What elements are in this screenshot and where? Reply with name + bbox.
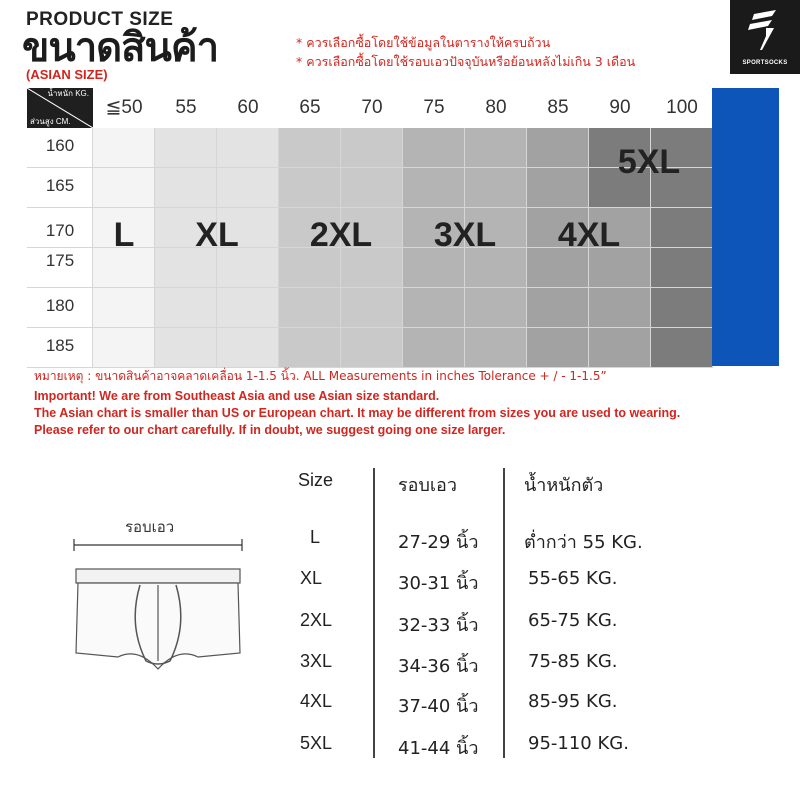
chart-cell: [465, 168, 527, 208]
size-zone-label: 5XL: [617, 143, 681, 181]
underwear-illustration-icon: [68, 535, 248, 675]
waist-label: รอบเอว: [125, 518, 175, 536]
size-cell: 3XL: [300, 651, 333, 671]
weight-cell: 75-85 KG.: [528, 651, 618, 672]
chart-cell: [93, 328, 155, 368]
product-size-heading: PRODUCT SIZE: [26, 9, 174, 30]
chart-cell: [217, 168, 279, 208]
weight-cell: 65-75 KG.: [528, 610, 618, 631]
height-label: 170: [45, 221, 75, 240]
size-zone-label: L: [113, 216, 135, 254]
weight-axis-label: น้ำหนัก KG.: [47, 89, 89, 98]
chart-cell: [403, 168, 465, 208]
chart-cell: [93, 288, 155, 328]
chart-cell: [527, 328, 589, 368]
chart-cell: [651, 248, 713, 288]
chart-cell: [651, 328, 713, 368]
weight-header: 100: [651, 88, 713, 128]
chart-cell: [403, 128, 465, 168]
weight-cell: 85-95 KG.: [528, 691, 618, 712]
important-line-2: The Asian chart is smaller than US or European chart. It may be different from sizes you are used to wearing.: [34, 406, 681, 420]
waist-cell: 27-29 นิ้ว: [398, 532, 479, 553]
asian-size-label: (ASIAN SIZE): [26, 67, 108, 82]
chart-cell: [403, 328, 465, 368]
header-size: Size: [298, 470, 334, 490]
chart-cell: [155, 328, 217, 368]
chart-cell: [341, 128, 403, 168]
weight-cell: 95-110 KG.: [528, 733, 629, 754]
size-cell: L: [310, 527, 321, 547]
waist-cell: 30-31 นิ้ว: [398, 573, 479, 594]
weight-header: 65: [279, 88, 341, 128]
chart-cell: [403, 288, 465, 328]
important-line-1: Important! We are from Southeast Asia and use Asian size standard.: [34, 389, 440, 403]
chart-cell: [465, 328, 527, 368]
weight-header: 60: [217, 88, 279, 128]
size-zone-label: 2XL: [309, 216, 373, 254]
height-label: 180: [45, 296, 75, 315]
chart-cell: [155, 128, 217, 168]
chart-cell: [155, 168, 217, 208]
chart-cell: [279, 168, 341, 208]
chart-cell: [279, 128, 341, 168]
chart-cell: [341, 168, 403, 208]
header-waist: รอบเอว: [398, 475, 457, 496]
size-zone-label: XL: [195, 216, 239, 254]
chart-cell: [527, 168, 589, 208]
chart-cell: [93, 128, 155, 168]
chart-cell: [217, 288, 279, 328]
weight-cell: ต่ำกว่า 55 KG.: [524, 532, 643, 553]
height-label: 185: [45, 336, 75, 355]
size-zone-label: 4XL: [557, 216, 621, 254]
accent-blue-bar: [712, 88, 779, 366]
weight-header: 80: [465, 88, 527, 128]
chart-cell: [651, 288, 713, 328]
runner-logo-icon: [730, 0, 800, 56]
waist-cell: 32-33 นิ้ว: [398, 615, 479, 636]
chart-cell: [279, 288, 341, 328]
chart-cell: [527, 128, 589, 168]
page-title: ขนาดสินค้า: [22, 25, 219, 71]
important-line-3: Please refer to our chart carefully. If in doubt, we suggest going one size larger.: [34, 423, 506, 437]
chart-cell: [341, 288, 403, 328]
size-chart: [27, 88, 779, 366]
chart-cell: [589, 328, 651, 368]
chart-cell: [589, 288, 651, 328]
height-label: 160: [45, 136, 75, 155]
waist-cell: 37-40 นิ้ว: [398, 696, 479, 717]
weight-header: 85: [527, 88, 589, 128]
brand-logo: [730, 0, 800, 74]
note-2: * ควรเลือกซื้อโดยใช้รอบเอวปัจจุบันหรือย้อนหลังไม่เกิน 3 เดือน: [296, 54, 636, 69]
chart-cell: [93, 168, 155, 208]
remark-text: หมายเหตุ : ขนาดสินค้าอาจคลาดเคลื่อน 1-1.5 นิ้ว. ALL Measurements in inches Tolerance + / - 1-1.5”: [34, 369, 607, 383]
waist-cell: 34-36 นิ้ว: [398, 656, 479, 677]
height-label: 165: [45, 176, 75, 195]
weight-header: 70: [341, 88, 403, 128]
size-cell: 5XL: [300, 733, 333, 753]
size-cell: XL: [300, 568, 323, 588]
chart-corner-header: [27, 88, 93, 128]
chart-cell: [217, 128, 279, 168]
chart-cell: [651, 208, 713, 248]
chart-cell: [527, 288, 589, 328]
chart-cell: [279, 328, 341, 368]
size-cell: 4XL: [300, 691, 333, 711]
chart-cell: [155, 288, 217, 328]
height-label: 175: [45, 251, 75, 270]
corner-divider-icon: [27, 88, 93, 128]
table-divider-2: [503, 468, 505, 758]
chart-cell: [217, 328, 279, 368]
chart-cell: [341, 328, 403, 368]
size-cell: 2XL: [300, 610, 333, 630]
weight-header: 75: [403, 88, 465, 128]
note-1: * ควรเลือกซื้อโดยใช้ข้อมูลในตารางให้ครบถ้วน: [296, 35, 551, 50]
weight-header: ≦50: [93, 88, 155, 128]
header-body-weight: น้ำหนักตัว: [524, 475, 604, 496]
weight-header: 55: [155, 88, 217, 128]
chart-cell: [465, 128, 527, 168]
chart-cell: [465, 288, 527, 328]
table-divider-1: [373, 468, 375, 758]
weight-cell: 55-65 KG.: [528, 568, 618, 589]
logo-text: SPORTSOCKS: [742, 60, 788, 66]
size-zone-label: 3XL: [433, 216, 497, 254]
weight-header: 90: [589, 88, 651, 128]
waist-cell: 41-44 นิ้ว: [398, 738, 479, 759]
height-axis-label: ส่วนสูง CM.: [30, 117, 71, 126]
